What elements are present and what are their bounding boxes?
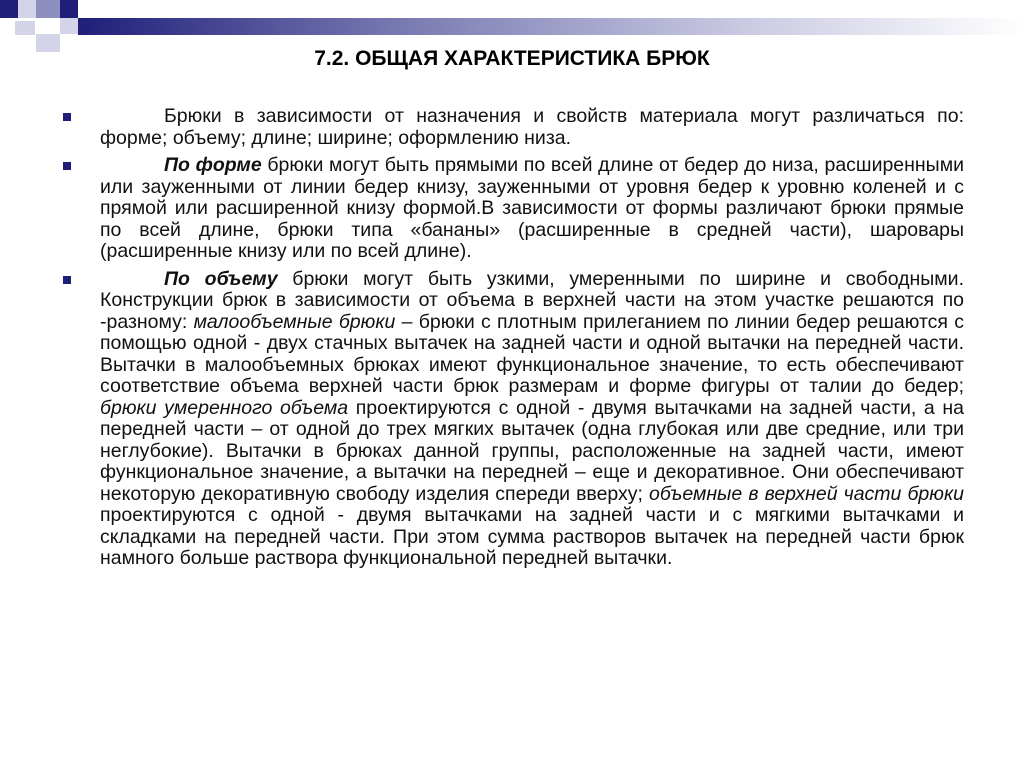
square-bullet-icon [63, 113, 71, 121]
bullet-text [100, 269, 964, 570]
italic-term: малообъемные брюки [193, 310, 396, 333]
italic-term: объемные в верхней части брюки [649, 482, 964, 505]
bullet-text [100, 106, 964, 149]
text-run: проектируются с одной - двумя вытачками на задней части, а на передней части – от одной до трех мягких вытачек (одна глубокая или две средние, или три неглубокие). Вытачки в брюках данной группы, расположенные на задней части, имеют функциональное значение, а вытачки на передней – еще и декоративное. Они обеспечивают некоторую декоративную свободу изделия спереди вверху; [100, 396, 965, 505]
bullet-text [100, 155, 964, 263]
text-run: брюки могут быть прямыми по всей длине от бедер до низа, расширенными или зауженными от линии бедер книзу, зауженными от уровня бедер к уровню коленей и с прямой или расширенной книзу формой.В зависимости от формы различают брюки прямые по всей длине, брюки типа «бананы» (расширенные в средней части), шаровары (расширенные книзу или по всей длине). [100, 154, 965, 262]
term-emphasis: По форме [164, 154, 262, 176]
italic-term: брюки умеренного объема [100, 396, 349, 419]
list-item [60, 106, 964, 149]
list-item [60, 269, 964, 570]
square-bullet-icon [63, 162, 71, 170]
list-item [60, 155, 964, 263]
text-run: брюки могут быть узкими, умеренными по ширине и свободными. Конструкции брюк в зависимости от объема в верхней части на этом участке решаются по -разному: [100, 267, 964, 333]
bullet-list [60, 106, 964, 576]
text-run: – брюки с плотным прилеганием по линии бедер решаются с помощью одной - двух стачных вытачек на задней части и одной вытачки на передней части. Вытачки в малообъемных брюках имеют функциональное значение, то есть обеспечивают соответствие объема верхней части брюк размерам и форме фигуры от талии до бедер; [100, 310, 964, 397]
text-run: Брюки в зависимости от назначения и свойств материала могут различаться по: форме; объему; длине; ширине; оформлению низа. [100, 105, 964, 149]
term-emphasis: По объему [164, 267, 278, 290]
text-run: проектируются с одной - двумя вытачками на задней части и с мягкими вытачками и складками на передней части. При этом сумма растворов вытачек на передней части брюк намного больше раствора функциональной передней вытачки. [100, 504, 964, 569]
square-bullet-icon [63, 276, 71, 284]
slide-title: 7.2. ОБЩАЯ ХАРАКТЕРИСТИКА БРЮК [314, 47, 710, 70]
